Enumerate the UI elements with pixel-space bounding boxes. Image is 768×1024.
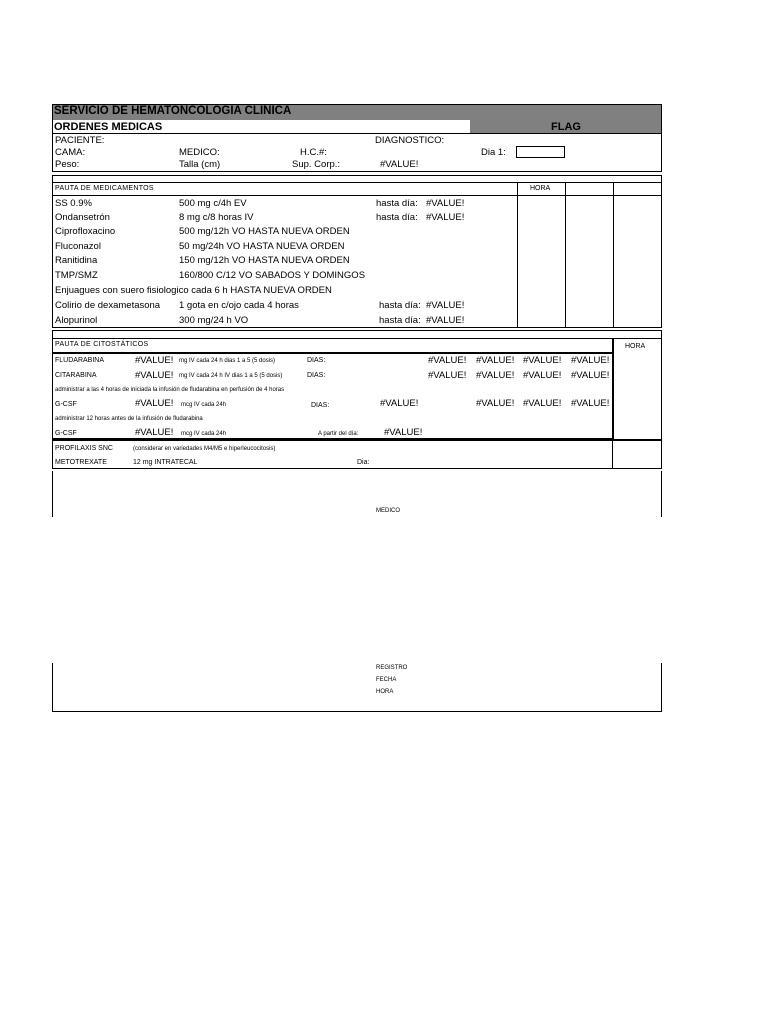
gcsf-note: administrar 12 horas antes de la infusión de fludarabina [55, 416, 203, 422]
cytostatics-section-title: PAUTA DE CITOSTÁTICOS [55, 341, 149, 348]
med-until-value: #VALUE! [426, 315, 465, 326]
footer-box [52, 663, 662, 712]
hc-label: H.C.#: [300, 147, 327, 158]
med-dose: 50 mg/24h VO HASTA NUEVA ORDEN [179, 241, 345, 252]
fludarabina-day-2: #VALUE! [476, 355, 515, 366]
fludarabina-day-1: #VALUE! [428, 355, 467, 366]
med-dose: 300 mg/24 h VO [179, 315, 249, 326]
med-until-value: #VALUE! [426, 300, 465, 311]
prophylaxis-drug: METOTREXATE [55, 459, 107, 466]
patient-box [52, 134, 662, 172]
med-name: Fluconazol [55, 241, 101, 252]
med-dose: 500 mg/12h VO HASTA NUEVA ORDEN [179, 226, 350, 237]
medications-hora-label: HORA [530, 185, 551, 192]
citarabina-day-1: #VALUE! [428, 370, 467, 381]
divider [52, 338, 662, 339]
column-divider [517, 182, 518, 328]
gcsf2-value: #VALUE! [135, 427, 174, 438]
column-divider [612, 440, 613, 469]
sup-corp-label: Sup. Corp.: [292, 159, 341, 170]
orders-title: ORDENES MEDICAS [54, 121, 163, 133]
fludarabina-detail: mg IV cada 24 h dias 1 a 5 (5 dosis) [179, 358, 276, 364]
citarabina-dias-label: DIAS: [307, 372, 326, 379]
gcsf1-name: G-CSF [55, 401, 77, 408]
dia1-label: Dia 1: [481, 147, 506, 158]
medico-signature-label: MEDICO [376, 508, 400, 514]
med-dose: 1 gota en c/ojo cada 4 horas [179, 300, 299, 311]
registro-label: REGISTRO [376, 665, 408, 671]
med-name: Ranitidina [55, 255, 98, 266]
citarabina-day-4: #VALUE! [571, 370, 610, 381]
prophylaxis-dose: 12 mg INTRATECAL [133, 459, 198, 466]
fludarabina-dias-label: DIAS: [307, 357, 326, 364]
med-dose: 150 mg/12h VO HASTA NUEVA ORDEN [179, 255, 350, 266]
med-name: TMP/SMZ [55, 270, 98, 281]
med-name: Ciprofloxacino [55, 226, 116, 237]
citarabina-day-2: #VALUE! [476, 370, 515, 381]
med-dose: 8 mg c/8 horas IV [179, 212, 254, 223]
gcsf1-value: #VALUE! [135, 398, 174, 409]
diagnostico-label: DIAGNOSTICO: [375, 135, 445, 146]
flag-label: FLAG [551, 121, 581, 133]
med-until-label: hasta día: [379, 315, 421, 326]
med-dose: 500 mg c/4h EV [179, 198, 247, 209]
med-name: SS 0.9% [55, 198, 92, 209]
citarabina-note: administrar a las 4 horas de iniciada la infusión de fludarabina en perfusión de 4 horas [55, 387, 285, 393]
med-until-value: #VALUE! [426, 198, 465, 209]
citarabina-day-3: #VALUE! [523, 370, 562, 381]
citarabina-value: #VALUE! [135, 370, 174, 381]
gcsf1-day-4: #VALUE! [571, 398, 610, 409]
paciente-label: PACIENTE: [55, 135, 105, 146]
gcsf1-detail: mcg IV cada 24h [181, 402, 227, 408]
divider [52, 195, 662, 196]
medico-label: MEDICO: [179, 147, 220, 158]
gcsf1-dias-label: DIAS: [311, 402, 330, 409]
column-divider [613, 182, 614, 328]
frame-right [661, 471, 662, 517]
med-until-label: hasta día: [376, 198, 418, 209]
cytostatics-hora-label: HORA [625, 343, 646, 350]
prophylaxis-note: (considerar en variedades M4/M5 e hiperleucocitosis) [133, 446, 276, 452]
gcsf2-from-label: A partir del día: [318, 431, 359, 437]
frame-left [52, 471, 53, 517]
prophylaxis-dia-label: Dia: [357, 459, 370, 466]
service-title: SERVICIO DE HEMATONCOLOGIA CLINICA [54, 105, 292, 117]
divider [52, 352, 613, 354]
gcsf1-day-3: #VALUE! [523, 398, 562, 409]
column-divider [565, 182, 566, 328]
divider [52, 182, 662, 183]
citarabina-detail: mg IV cada 24 h IV dias 1 a 5 (5 dosis) [179, 373, 283, 379]
gcsf2-from-value: #VALUE! [384, 427, 423, 438]
prophylaxis-title: PROFILAXIS SNC [55, 445, 113, 452]
med-until-value: #VALUE! [426, 212, 465, 223]
hora-label: HORA [376, 689, 394, 695]
fludarabina-name: FLUDARABINA [55, 357, 105, 364]
citarabina-name: CITARABINA [55, 372, 97, 379]
gcsf2-detail: mcg IV cada 24h [181, 431, 227, 437]
med-name: Colirio de dexametasona [55, 300, 161, 311]
cama-label: CAMA: [55, 147, 86, 158]
peso-label: Peso: [55, 159, 80, 170]
gcsf1-day-2: #VALUE! [476, 398, 515, 409]
sup-corp-value: #VALUE! [380, 159, 419, 170]
fludarabina-day-4: #VALUE! [571, 355, 610, 366]
fludarabina-value: #VALUE! [135, 355, 174, 366]
dia1-input[interactable] [516, 146, 565, 158]
medications-section-title: PAUTA DE MEDICAMENTOS [55, 185, 154, 192]
med-until-label: hasta día: [379, 300, 421, 311]
med-name: Alopurinol [55, 315, 98, 326]
gcsf2-name: G-CSF [55, 430, 77, 437]
med-name: Ondansetrón [55, 212, 110, 223]
fludarabina-day-3: #VALUE! [523, 355, 562, 366]
talla-label: Talla (cm) [179, 159, 221, 170]
med-name: Enjuagues con suero fisiologico cada 6 h HASTA NUEVA ORDEN [55, 285, 332, 296]
column-divider [612, 338, 614, 440]
fecha-label: FECHA [376, 677, 397, 683]
med-dose: 160/800 C/12 VO SABADOS Y DOMINGOS [179, 270, 366, 281]
med-until-label: hasta día: [376, 212, 418, 223]
gcsf1-day-1: #VALUE! [380, 398, 419, 409]
